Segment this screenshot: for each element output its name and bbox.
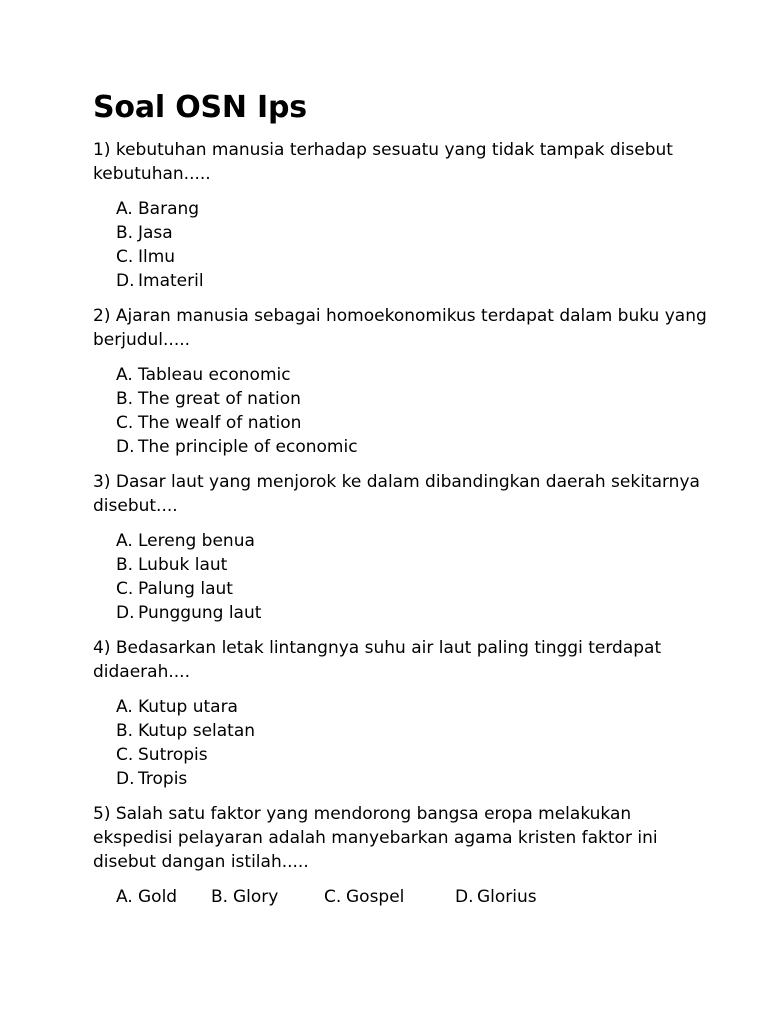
option-text: Palung laut bbox=[138, 579, 233, 599]
option-letter: D. bbox=[116, 769, 135, 789]
option-text: Kutup utara bbox=[138, 697, 238, 717]
option-letter: B. bbox=[211, 887, 229, 907]
option-text: Tropis bbox=[138, 769, 188, 789]
option-text: Sutropis bbox=[138, 745, 208, 765]
answer-options-inline bbox=[93, 885, 708, 909]
option-letter: C. bbox=[116, 247, 134, 267]
option-text: Tableau economic bbox=[138, 365, 291, 385]
question-4 bbox=[93, 636, 708, 791]
option-text: Gold bbox=[138, 887, 178, 907]
document-title: Soal OSN Ips bbox=[93, 90, 307, 125]
option-text: Gospel bbox=[346, 887, 405, 907]
option-b bbox=[93, 387, 708, 411]
option-text: Lubuk laut bbox=[138, 555, 228, 575]
option-text: Glorius bbox=[477, 887, 537, 907]
option-text: The great of nation bbox=[138, 389, 301, 409]
option-text: Barang bbox=[138, 199, 200, 219]
question-text: 1) kebutuhan manusia terhadap sesuatu yang tidak tampak disebut kebutuhan..... bbox=[93, 140, 673, 184]
option-letter: C. bbox=[116, 413, 134, 433]
question-3 bbox=[93, 470, 708, 625]
option-letter: B. bbox=[116, 389, 134, 409]
option-c bbox=[93, 743, 708, 767]
question-2 bbox=[93, 304, 708, 459]
option-letter: C. bbox=[116, 745, 134, 765]
option-text: Punggung laut bbox=[138, 603, 262, 623]
option-b bbox=[211, 885, 324, 909]
question-text: 3) Dasar laut yang menjorok ke dalam dibandingkan daerah sekitarnya disebut.... bbox=[93, 472, 700, 516]
option-letter: A. bbox=[116, 365, 133, 385]
option-text: Jasa bbox=[138, 223, 173, 243]
option-letter: B. bbox=[116, 223, 134, 243]
answer-options bbox=[93, 695, 708, 791]
question-1 bbox=[93, 138, 708, 293]
option-letter: A. bbox=[116, 531, 133, 551]
option-a bbox=[93, 885, 211, 909]
option-a bbox=[93, 197, 708, 221]
answer-options bbox=[93, 529, 708, 625]
option-d bbox=[93, 269, 708, 293]
option-d bbox=[93, 767, 708, 791]
option-letter: A. bbox=[116, 697, 133, 717]
option-a bbox=[93, 363, 708, 387]
option-text: The wealf of nation bbox=[138, 413, 302, 433]
question-text: 5) Salah satu faktor yang mendorong bangsa eropa melakukan ekspedisi pelayaran adalah manyebarkan agama kristen faktor ini disebut dangan istilah..... bbox=[93, 804, 658, 872]
option-letter: D. bbox=[116, 437, 135, 457]
question-text: 4) Bedasarkan letak lintangnya suhu air laut paling tinggi terdapat didaerah.... bbox=[93, 638, 662, 682]
answer-options bbox=[93, 363, 708, 459]
option-b bbox=[93, 553, 708, 577]
option-d bbox=[93, 601, 708, 625]
question-5 bbox=[93, 802, 708, 909]
option-text: Kutup selatan bbox=[138, 721, 256, 741]
option-c bbox=[93, 577, 708, 601]
option-d bbox=[93, 435, 708, 459]
option-c bbox=[93, 411, 708, 435]
option-letter: A. bbox=[116, 199, 133, 219]
option-letter: B. bbox=[116, 555, 134, 575]
question-text: 2) Ajaran manusia sebagai homoekonomikus terdapat dalam buku yang berjudul..... bbox=[93, 306, 707, 350]
option-b bbox=[93, 719, 708, 743]
option-text: Lereng benua bbox=[138, 531, 255, 551]
option-b bbox=[93, 221, 708, 245]
option-a bbox=[93, 529, 708, 553]
option-letter: B. bbox=[116, 721, 134, 741]
option-text: The principle of economic bbox=[138, 437, 358, 457]
option-letter: D. bbox=[116, 603, 135, 623]
option-letter: C. bbox=[324, 887, 342, 907]
option-a bbox=[93, 695, 708, 719]
option-c bbox=[93, 245, 708, 269]
option-letter: A. bbox=[116, 887, 133, 907]
option-letter: C. bbox=[116, 579, 134, 599]
option-text: Ilmu bbox=[138, 247, 176, 267]
option-d bbox=[455, 885, 575, 909]
option-text: Imateril bbox=[138, 271, 204, 291]
option-letter: D. bbox=[455, 887, 474, 907]
answer-options bbox=[93, 197, 708, 293]
option-c bbox=[324, 885, 455, 909]
option-text: Glory bbox=[233, 887, 279, 907]
option-letter: D. bbox=[116, 271, 135, 291]
